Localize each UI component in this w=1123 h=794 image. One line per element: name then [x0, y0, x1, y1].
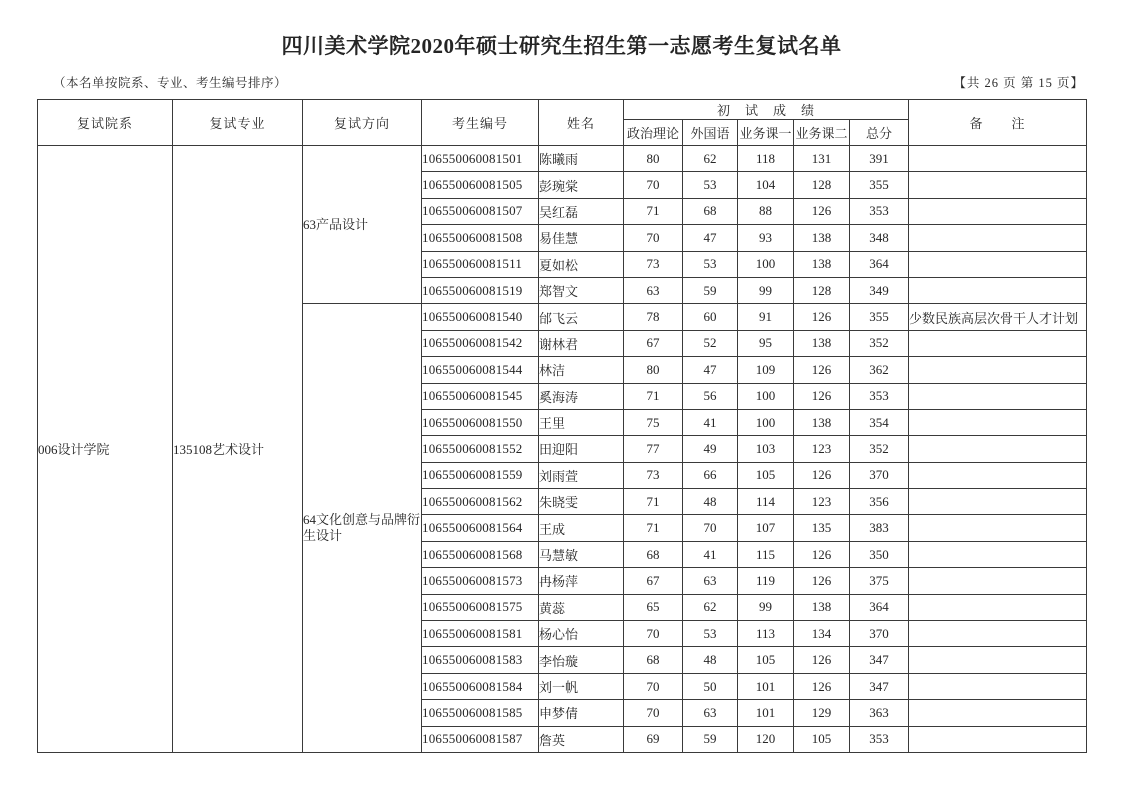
remark-cell [909, 172, 1087, 198]
candidate-id-cell: 106550060081501 [422, 146, 539, 172]
score-politics-cell: 73 [624, 462, 683, 488]
score-course2-cell: 134 [794, 621, 850, 647]
candidate-id-cell: 106550060081575 [422, 594, 539, 620]
score-total-cell: 348 [850, 225, 909, 251]
score-course2-cell: 123 [794, 489, 850, 515]
candidate-id-cell: 106550060081519 [422, 277, 539, 303]
score-course2-cell: 138 [794, 225, 850, 251]
score-politics-cell: 70 [624, 700, 683, 726]
header-politics: 政治理论 [624, 120, 683, 146]
candidate-id-cell: 106550060081564 [422, 515, 539, 541]
score-course2-cell: 138 [794, 409, 850, 435]
score-course1-cell: 105 [738, 647, 794, 673]
score-course1-cell: 103 [738, 436, 794, 462]
header-direction: 复试方向 [303, 100, 422, 146]
score-course1-cell: 105 [738, 462, 794, 488]
score-politics-cell: 70 [624, 172, 683, 198]
meta-row [37, 73, 1086, 91]
score-course2-cell: 128 [794, 172, 850, 198]
name-cell: 詹英 [539, 726, 624, 752]
score-total-cell: 375 [850, 568, 909, 594]
score-foreign-cell: 53 [683, 251, 738, 277]
name-cell: 陈曦雨 [539, 146, 624, 172]
score-course1-cell: 101 [738, 700, 794, 726]
page-title: 四川美术学院2020年硕士研究生招生第一志愿考生复试名单 [281, 34, 842, 58]
score-course1-cell: 113 [738, 621, 794, 647]
remark-cell [909, 489, 1087, 515]
sort-note: （本名单按院系、专业、考生编号排序） [53, 76, 288, 90]
name-cell: 田迎阳 [539, 436, 624, 462]
remark-cell [909, 515, 1087, 541]
score-foreign-cell: 41 [683, 409, 738, 435]
header-total: 总分 [850, 120, 909, 146]
score-foreign-cell: 56 [683, 383, 738, 409]
score-total-cell: 353 [850, 726, 909, 752]
score-politics-cell: 67 [624, 330, 683, 356]
header-name: 姓名 [539, 100, 624, 146]
score-foreign-cell: 62 [683, 146, 738, 172]
score-politics-cell: 71 [624, 515, 683, 541]
name-cell: 彭琬棠 [539, 172, 624, 198]
score-total-cell: 364 [850, 251, 909, 277]
score-foreign-cell: 53 [683, 621, 738, 647]
remark-cell [909, 568, 1087, 594]
candidate-id-cell: 106550060081568 [422, 541, 539, 567]
score-total-cell: 391 [850, 146, 909, 172]
name-cell: 李怡璇 [539, 647, 624, 673]
score-course2-cell: 135 [794, 515, 850, 541]
remark-cell [909, 700, 1087, 726]
score-politics-cell: 73 [624, 251, 683, 277]
results-table-body [38, 146, 1087, 753]
name-cell: 马慧敏 [539, 541, 624, 567]
score-foreign-cell: 47 [683, 225, 738, 251]
score-course1-cell: 99 [738, 277, 794, 303]
score-total-cell: 370 [850, 621, 909, 647]
score-total-cell: 383 [850, 515, 909, 541]
major-cell: 135108艺术设计 [173, 146, 303, 753]
name-cell: 冉杨萍 [539, 568, 624, 594]
score-politics-cell: 69 [624, 726, 683, 752]
name-cell: 易佳慧 [539, 225, 624, 251]
score-foreign-cell: 50 [683, 673, 738, 699]
score-course2-cell: 138 [794, 251, 850, 277]
score-course1-cell: 107 [738, 515, 794, 541]
header-initial-exam-group: 初 试 成 绩 [624, 100, 909, 120]
score-course1-cell: 118 [738, 146, 794, 172]
candidate-id-cell: 106550060081562 [422, 489, 539, 515]
score-foreign-cell: 59 [683, 726, 738, 752]
score-course1-cell: 109 [738, 357, 794, 383]
name-cell: 朱晓雯 [539, 489, 624, 515]
name-cell: 郑智文 [539, 277, 624, 303]
score-foreign-cell: 62 [683, 594, 738, 620]
score-politics-cell: 63 [624, 277, 683, 303]
header-course-two: 业务课二 [794, 120, 850, 146]
score-course1-cell: 120 [738, 726, 794, 752]
name-cell: 王成 [539, 515, 624, 541]
remark-cell [909, 594, 1087, 620]
score-foreign-cell: 70 [683, 515, 738, 541]
remark-cell [909, 726, 1087, 752]
candidate-id-cell: 106550060081508 [422, 225, 539, 251]
score-foreign-cell: 48 [683, 489, 738, 515]
name-cell: 刘一帆 [539, 673, 624, 699]
score-course2-cell: 129 [794, 700, 850, 726]
score-politics-cell: 70 [624, 225, 683, 251]
header-row-top [38, 100, 1087, 120]
header-course-one: 业务课一 [738, 120, 794, 146]
remark-cell: 少数民族高层次骨干人才计划 [909, 304, 1087, 330]
remark-cell [909, 436, 1087, 462]
reexam-roster-table [37, 99, 1087, 753]
score-course2-cell: 126 [794, 383, 850, 409]
score-politics-cell: 71 [624, 198, 683, 224]
direction-cell: 64文化创意与品牌衍生设计 [303, 304, 422, 753]
score-total-cell: 370 [850, 462, 909, 488]
score-foreign-cell: 41 [683, 541, 738, 567]
score-total-cell: 355 [850, 172, 909, 198]
header-foreign-language: 外国语 [683, 120, 738, 146]
score-course2-cell: 126 [794, 647, 850, 673]
score-course2-cell: 126 [794, 357, 850, 383]
score-politics-cell: 68 [624, 647, 683, 673]
remark-cell [909, 251, 1087, 277]
score-course1-cell: 99 [738, 594, 794, 620]
candidate-id-cell: 106550060081511 [422, 251, 539, 277]
score-course2-cell: 138 [794, 594, 850, 620]
header-candidate-id: 考生编号 [422, 100, 539, 146]
score-course1-cell: 88 [738, 198, 794, 224]
score-foreign-cell: 48 [683, 647, 738, 673]
score-politics-cell: 70 [624, 621, 683, 647]
score-course1-cell: 93 [738, 225, 794, 251]
score-course1-cell: 100 [738, 409, 794, 435]
department-cell: 006设计学院 [38, 146, 173, 753]
score-total-cell: 364 [850, 594, 909, 620]
score-total-cell: 355 [850, 304, 909, 330]
score-politics-cell: 77 [624, 436, 683, 462]
score-course2-cell: 131 [794, 146, 850, 172]
score-total-cell: 352 [850, 330, 909, 356]
score-course1-cell: 100 [738, 383, 794, 409]
direction-cell: 63产品设计 [303, 146, 422, 304]
score-course1-cell: 119 [738, 568, 794, 594]
score-course2-cell: 126 [794, 541, 850, 567]
name-cell: 申梦倩 [539, 700, 624, 726]
score-total-cell: 353 [850, 198, 909, 224]
score-course1-cell: 104 [738, 172, 794, 198]
candidate-id-cell: 106550060081581 [422, 621, 539, 647]
remark-cell [909, 330, 1087, 356]
score-course1-cell: 95 [738, 330, 794, 356]
score-politics-cell: 68 [624, 541, 683, 567]
candidate-id-cell: 106550060081540 [422, 304, 539, 330]
remark-cell [909, 357, 1087, 383]
candidate-id-cell: 106550060081573 [422, 568, 539, 594]
score-total-cell: 356 [850, 489, 909, 515]
score-foreign-cell: 47 [683, 357, 738, 383]
table-row [38, 146, 1087, 172]
candidate-id-cell: 106550060081584 [422, 673, 539, 699]
name-cell: 奚海涛 [539, 383, 624, 409]
remark-cell [909, 673, 1087, 699]
candidate-id-cell: 106550060081550 [422, 409, 539, 435]
score-politics-cell: 67 [624, 568, 683, 594]
header-major: 复试专业 [173, 100, 303, 146]
score-foreign-cell: 59 [683, 277, 738, 303]
score-politics-cell: 75 [624, 409, 683, 435]
score-course2-cell: 126 [794, 568, 850, 594]
name-cell: 黄蕊 [539, 594, 624, 620]
score-course2-cell: 126 [794, 673, 850, 699]
page-indicator: 【共 26 页 第 15 页】 [953, 76, 1084, 90]
score-politics-cell: 65 [624, 594, 683, 620]
remark-cell [909, 146, 1087, 172]
score-total-cell: 347 [850, 673, 909, 699]
header-remark: 备 注 [909, 100, 1087, 146]
score-foreign-cell: 66 [683, 462, 738, 488]
score-total-cell: 350 [850, 541, 909, 567]
score-politics-cell: 70 [624, 673, 683, 699]
candidate-id-cell: 106550060081552 [422, 436, 539, 462]
score-course2-cell: 123 [794, 436, 850, 462]
score-total-cell: 347 [850, 647, 909, 673]
candidate-id-cell: 106550060081559 [422, 462, 539, 488]
score-total-cell: 363 [850, 700, 909, 726]
score-course2-cell: 126 [794, 462, 850, 488]
remark-cell [909, 462, 1087, 488]
score-politics-cell: 71 [624, 489, 683, 515]
score-foreign-cell: 63 [683, 568, 738, 594]
score-course2-cell: 105 [794, 726, 850, 752]
candidate-id-cell: 106550060081585 [422, 700, 539, 726]
score-course1-cell: 101 [738, 673, 794, 699]
score-total-cell: 362 [850, 357, 909, 383]
score-course2-cell: 138 [794, 330, 850, 356]
name-cell: 谢林君 [539, 330, 624, 356]
score-politics-cell: 80 [624, 357, 683, 383]
candidate-id-cell: 106550060081583 [422, 647, 539, 673]
score-foreign-cell: 63 [683, 700, 738, 726]
name-cell: 刘雨萱 [539, 462, 624, 488]
score-course2-cell: 126 [794, 304, 850, 330]
candidate-id-cell: 106550060081505 [422, 172, 539, 198]
score-course2-cell: 126 [794, 198, 850, 224]
score-course1-cell: 115 [738, 541, 794, 567]
score-politics-cell: 78 [624, 304, 683, 330]
score-course1-cell: 114 [738, 489, 794, 515]
score-foreign-cell: 53 [683, 172, 738, 198]
score-foreign-cell: 49 [683, 436, 738, 462]
header-department: 复试院系 [38, 100, 173, 146]
candidate-id-cell: 106550060081587 [422, 726, 539, 752]
remark-cell [909, 647, 1087, 673]
name-cell: 王里 [539, 409, 624, 435]
score-politics-cell: 80 [624, 146, 683, 172]
score-total-cell: 349 [850, 277, 909, 303]
score-politics-cell: 71 [624, 383, 683, 409]
remark-cell [909, 277, 1087, 303]
candidate-id-cell: 106550060081544 [422, 357, 539, 383]
score-total-cell: 353 [850, 383, 909, 409]
remark-cell [909, 225, 1087, 251]
score-foreign-cell: 60 [683, 304, 738, 330]
name-cell: 林洁 [539, 357, 624, 383]
name-cell: 杨心怡 [539, 621, 624, 647]
score-course2-cell: 128 [794, 277, 850, 303]
remark-cell [909, 541, 1087, 567]
remark-cell [909, 383, 1087, 409]
name-cell: 吴红磊 [539, 198, 624, 224]
name-cell: 邰飞云 [539, 304, 624, 330]
score-total-cell: 354 [850, 409, 909, 435]
remark-cell [909, 409, 1087, 435]
score-course1-cell: 100 [738, 251, 794, 277]
score-course1-cell: 91 [738, 304, 794, 330]
remark-cell [909, 621, 1087, 647]
candidate-id-cell: 106550060081542 [422, 330, 539, 356]
table-header [38, 100, 1087, 146]
score-total-cell: 352 [850, 436, 909, 462]
score-foreign-cell: 52 [683, 330, 738, 356]
score-foreign-cell: 68 [683, 198, 738, 224]
remark-cell [909, 198, 1087, 224]
candidate-id-cell: 106550060081545 [422, 383, 539, 409]
candidate-id-cell: 106550060081507 [422, 198, 539, 224]
name-cell: 夏如松 [539, 251, 624, 277]
